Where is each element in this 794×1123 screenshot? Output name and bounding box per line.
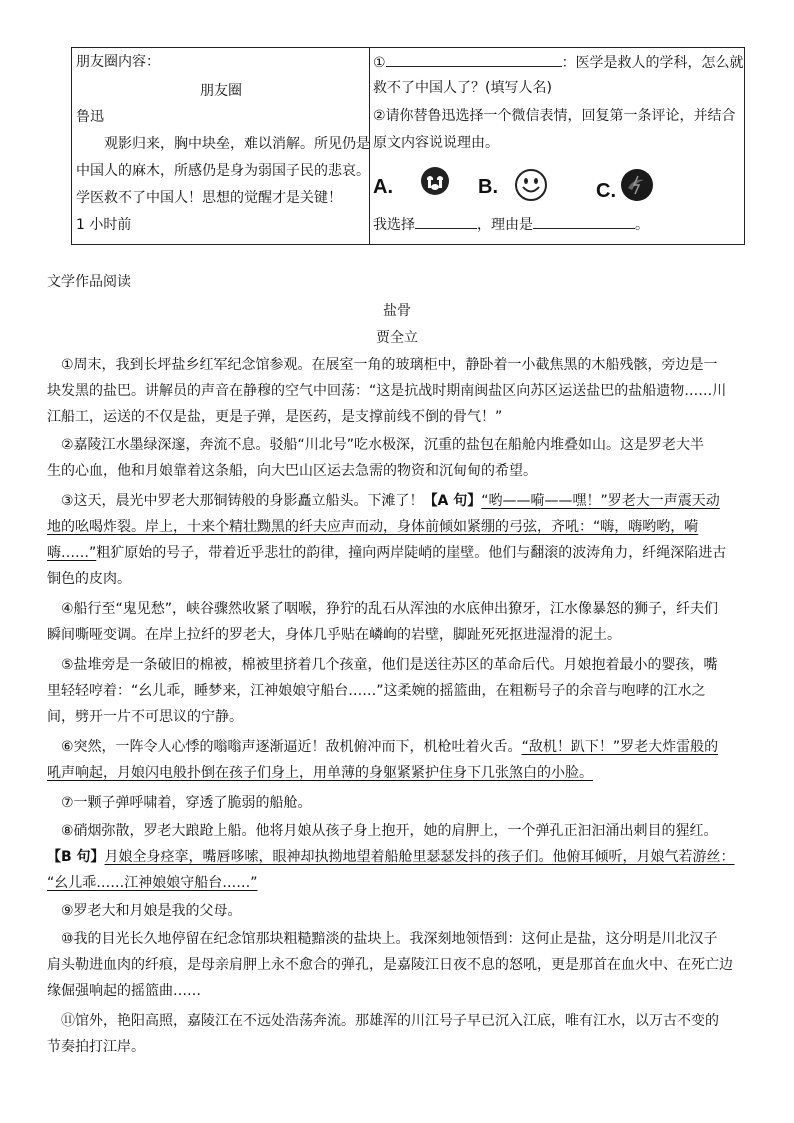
text-span: 粗犷原始的号子，带着近乎悲壮的韵律，撞向两岸陡峭的崖壁。他们与翻滚的波涛角力，纤绳深陷进古 [96,545,727,561]
paragraph-line: 铜色的皮肉。 [47,571,131,587]
question-1-text-cont: 救不了中国人了？(填写人名) [373,80,552,96]
paragraph-line: 瞬间嘶哑变调。在岸上拉纤的罗老大，身体几乎贴在嶙峋的岩壁，脚趾死死抠进湿滑的泥土。 [47,627,621,643]
reason-label: ，理由是 [477,217,533,233]
option-b-label: B. [478,176,498,198]
paragraph-line [47,543,747,563]
sentence-b-underlined: 月娘全身痉挛，嘴唇哆嗦，眼神却执拗地望着船舱里瑟瑟发抖的孩子们。他俯耳倾听，月娘气若游丝： [104,849,735,865]
smiling-face-icon[interactable] [514,168,548,202]
paragraph-line: ②嘉陵江水墨绿深邃，奔流不息。驳船“川北号”吃水极深，沉重的盐包在船舱内堆叠如山。这是罗老大半 [61,437,705,453]
paragraph-line [47,847,747,867]
choice-blank[interactable] [415,214,477,229]
moments-time: 1 小时前 [76,217,132,233]
paragraph-line: 缘倔强响起的摇篮曲…… [47,983,201,999]
section-heading: 文学作品阅读 [47,274,131,290]
sentence-b-tag: 【B 句】 [47,849,105,865]
paragraph-line: 节奏拍打江岸。 [47,1039,145,1055]
reason-blank[interactable] [533,214,635,229]
question-1 [373,52,744,73]
paragraph-line: 里轻轻哼着：“幺儿乖，睡梦来，江神娘娘守船台……”这柔婉的摇篮曲，在粗粝号子的余音与咆哮的江水之 [47,683,706,699]
sentence-a-underlined: 地的吆喝炸裂。岸上，十来个精壮黝黑的纤夫应声而动，身体前倾如紧绷的弓弦，齐吼：“嗨，嗨哟哟，嗬 [47,519,699,535]
choose-label: 我选择 [373,217,415,233]
paragraph-line: ⑨罗老大和月娘是我的父母。 [61,903,242,919]
name-blank[interactable] [386,52,562,67]
paragraph-line: 块发黑的盐巴。讲解员的声音在静穆的空气中回荡：“这是抗战时期南闽盐区向苏区运送盐巴的盐船遗物……川 [47,383,727,399]
text-span: ⑥突然，一阵令人心悸的嗡嗡声逐渐逼近！敌机俯冲而下，机枪吐着火舌。 [61,739,522,755]
question-1-text: ：医学是救人的学科，怎么就 [561,55,744,71]
paragraph-line [61,491,761,511]
text-span: ③这天，晨光中罗老大那铜铸般的身影矗立船头。下滩了！ [61,493,424,509]
paragraph-line: ④船行至“鬼见愁”，峡谷骤然收紧了咽喉，狰狞的乱石从浑浊的水底伸出獠牙，江水像暴怒的狮子，纤夫们 [61,601,719,617]
moments-text-line: 观影归来，胸中块垒，难以消解。所见仍是 [104,136,370,152]
moments-text-line: 中国人的麻木，所感仍是身为弱国子民的悲哀。 [76,163,370,179]
paragraph-line: 间，劈开一片不可思议的宁静。 [47,709,243,725]
questions-cell [370,48,744,244]
moments-cell [72,48,370,244]
paragraph-line: 江船工，运送的不仅是盐，更是子弹，是医药，是支撑前线不倒的骨气！” [47,409,503,425]
paragraph-line: 肩头勒进血肉的纤痕，是母亲肩胛上永不愈合的弹孔，是嘉陵江日夜不息的怒吼，更是那首在血火中、在死亡边 [47,957,733,973]
paragraph-line: ①周末，我到长坪盐乡红军纪念馆参观。在展室一角的玻璃柜中，静卧着一小截焦黑的木船残骸，旁边是一 [61,357,718,373]
paragraph-line: ⑤盐堆旁是一条破旧的棉被，棉被里挤着几个孩童，他们是送往苏区的革命后代。月娘抱着最小的婴孩，嘴 [61,657,718,673]
moments-title: 朋友圈 [200,83,242,99]
question-table [71,47,745,245]
paragraph-line: ⑩我的目光长久地停留在纪念馆那块粗糙黯淡的盐块上。我深刻地领悟到：这何止是盐，这分明是川北汉子 [61,931,718,947]
sentence-a-tag: 【A 句】 [423,493,482,509]
question-2-line: 原文内容说说理由。 [373,135,499,151]
question-1-number: ① [373,55,386,71]
period: 。 [635,217,649,233]
paragraph-line: ⑪馆外，艳阳高照，嘉陵江在不远处浩荡奔流。那雄浑的川江号子早已沉入江底，唯有江水，以万古不变的 [61,1013,719,1029]
crying-face-icon[interactable] [420,166,450,196]
paragraph-line: ⑦一颗子弹呼啸着，穿透了脆弱的船舱。 [61,795,312,811]
sentence-b-underlined: “幺儿乖……江神娘娘守船台……” [47,875,258,891]
moments-author: 鲁迅 [76,109,104,125]
paragraph-line: 生的心血，他和月娘靠着这条船，向大巴山区运去急需的物资和沉甸甸的希望。 [47,463,537,479]
article-author: 贾全立 [376,330,418,346]
underlined-span: “敌机！趴下！”罗老大炸雷般的 [521,739,719,755]
moments-label: 朋友圈内容： [76,54,160,70]
dark-storm-icon[interactable] [620,168,654,202]
sentence-a-underlined: 嗨……” [47,545,97,561]
paragraph-line: ⑧硝烟弥散，罗老大踉跄上船。他将月娘从孩子身上抱开，她的肩胛上，一个弹孔正汩汩涌出刺目的猩红。 [61,823,718,839]
moments-text-line: 学医救不了中国人！思想的觉醒才是关键！ [76,190,342,206]
underlined-line: 吼声响起，月娘闪电般扑倒在孩子们身上，用单薄的身躯紧紧护住身下几张煞白的小脸。 [47,765,593,781]
paragraph-line [61,737,761,757]
article-title: 盐骨 [383,303,411,319]
choose-line [373,214,649,235]
sentence-a-underlined: “哟——嗬——嘿！”罗老大一声震天动 [481,493,720,509]
option-a-label: A. [373,176,393,198]
option-c-label: C. [596,180,616,202]
question-2-line: ②请你替鲁迅选择一个微信表情，回复第一条评论，并结合 [373,108,736,124]
